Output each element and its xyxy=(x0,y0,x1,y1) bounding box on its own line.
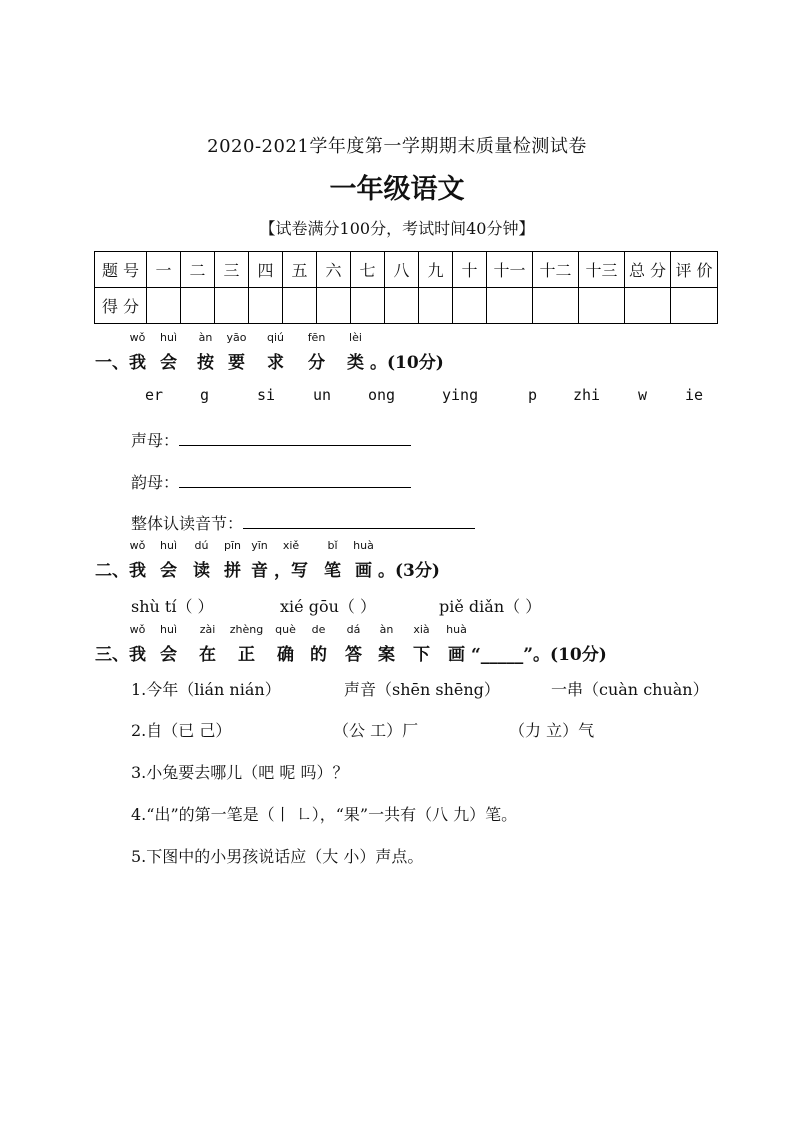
pinyin-annotation: dú xyxy=(194,539,209,552)
pinyin-char xyxy=(229,623,264,665)
hanzi-char: 会 xyxy=(160,353,177,373)
hanzi-char: 按 xyxy=(197,353,214,373)
hanzi-char: 画 xyxy=(448,645,465,665)
initials-blank[interactable] xyxy=(179,429,411,446)
pinyin-annotation: qiú xyxy=(266,331,285,344)
hanzi-char: 笔 xyxy=(324,561,341,581)
exam-info: 【试卷满分100分，考试时间40分钟】 xyxy=(259,219,535,238)
pinyin-char xyxy=(347,331,364,373)
hanzi-char: ，写 xyxy=(274,561,308,581)
pinyin-annotation: de xyxy=(311,623,326,636)
hanzi-char: 案 xyxy=(378,645,395,665)
hanzi-char: 要 xyxy=(228,353,245,373)
table-cell: 得 分 xyxy=(95,288,147,324)
pinyin-char xyxy=(446,623,467,665)
table-cell: 七 xyxy=(351,252,385,288)
pinyin-char xyxy=(129,539,146,581)
score-cell[interactable] xyxy=(147,288,181,324)
pinyin-annotation: àn xyxy=(198,331,213,344)
score-cell[interactable] xyxy=(181,288,215,324)
pinyin-annotation: huà xyxy=(446,623,467,636)
whole-syllable-answer-line xyxy=(131,511,475,534)
initials-label: 声母： xyxy=(131,431,180,450)
hanzi-char: 的 xyxy=(310,645,327,665)
section-1-title xyxy=(95,331,444,373)
syllable: ong xyxy=(368,386,396,404)
table-cell: 十一 xyxy=(487,252,533,288)
question-4-text-b: ），“果”一共有（八 九）笔。 xyxy=(311,805,518,824)
pinyin-annotation: wǒ xyxy=(129,331,146,344)
syllable: w xyxy=(638,386,648,404)
pinyin-annotation: bǐ xyxy=(327,539,338,552)
pinyin-char xyxy=(160,623,177,665)
table-cell: 六 xyxy=(317,252,351,288)
pinyin-char xyxy=(251,539,268,581)
question-4-text-a: 4.“出”的第一笔是（ xyxy=(131,805,275,824)
choice-item[interactable]: （公 工）厂 xyxy=(333,721,419,740)
hanzi-char: 在 xyxy=(199,645,216,665)
hanzi-char: 答 xyxy=(345,645,362,665)
table-cell: 三 xyxy=(215,252,249,288)
table-cell: 一 xyxy=(147,252,181,288)
pinyin-char xyxy=(324,539,341,581)
hanzi-char: 我 xyxy=(129,561,146,581)
hanzi-char: 分 xyxy=(308,353,325,373)
initials-answer-line xyxy=(131,428,411,451)
pinyin-char xyxy=(307,331,326,373)
pinyin-char xyxy=(193,539,210,581)
pinyin-char xyxy=(274,539,308,581)
stroke-item[interactable]: piě diǎn（ ） xyxy=(439,597,542,616)
pinyin-char xyxy=(353,539,374,581)
score-cell[interactable] xyxy=(419,288,453,324)
pinyin-annotation: què xyxy=(275,623,296,636)
pinyin-annotation: zài xyxy=(199,623,216,636)
pinyin-annotation: fēn xyxy=(307,331,326,344)
hanzi-char: 求 xyxy=(267,353,284,373)
section-number: 一、 xyxy=(95,353,129,373)
pinyin-char xyxy=(129,331,146,373)
table-cell: 八 xyxy=(385,252,419,288)
score-cell[interactable] xyxy=(215,288,249,324)
section-3-title xyxy=(95,623,607,665)
score-cell[interactable] xyxy=(351,288,385,324)
syllable: er xyxy=(145,386,164,404)
pinyin-annotation: pīn xyxy=(223,539,242,552)
table-cell: 二 xyxy=(181,252,215,288)
table-cell: 十 xyxy=(453,252,487,288)
score-cell[interactable] xyxy=(579,288,625,324)
table-cell: 十三 xyxy=(579,252,625,288)
syllable: si xyxy=(257,386,276,404)
syllable: zhi xyxy=(573,386,601,404)
syllable: ying xyxy=(442,386,479,404)
pinyin-annotation: xiě xyxy=(282,539,300,552)
score-cell[interactable] xyxy=(385,288,419,324)
hanzi-char: 正 xyxy=(238,645,255,665)
pinyin-char xyxy=(160,539,177,581)
finals-label: 韵母： xyxy=(131,473,180,492)
score-cell[interactable] xyxy=(533,288,579,324)
score-cell[interactable] xyxy=(453,288,487,324)
hanzi-char: 会 xyxy=(160,561,177,581)
whole-syllable-blank[interactable] xyxy=(243,512,475,529)
pinyin-char xyxy=(129,623,146,665)
finals-blank[interactable] xyxy=(179,471,411,488)
pinyin-annotation: wǒ xyxy=(129,623,146,636)
finals-answer-line xyxy=(131,470,411,493)
hanzi-char: 下 xyxy=(413,645,430,665)
choice-item[interactable]: 声音（shēn shēng） xyxy=(344,680,500,699)
syllable: ie xyxy=(685,386,704,404)
hanzi-char: 画 xyxy=(355,561,372,581)
hanzi-char: 拼 xyxy=(224,561,241,581)
choice-item[interactable]: 一串（cuàn chuàn） xyxy=(551,680,709,699)
pinyin-char xyxy=(378,623,395,665)
score-table-score-row xyxy=(95,288,718,324)
score-cell[interactable] xyxy=(249,288,283,324)
hanzi-char: 读 xyxy=(193,561,210,581)
pinyin-annotation: huì xyxy=(160,623,177,636)
hanzi-char: 类 xyxy=(347,353,364,373)
pinyin-char xyxy=(275,623,296,665)
choice-item[interactable]: 1.今年（lián nián） xyxy=(131,680,281,699)
table-cell: 四 xyxy=(249,252,283,288)
hanzi-char: 我 xyxy=(129,353,146,373)
syllable: g xyxy=(200,386,210,404)
pinyin-char xyxy=(226,331,247,373)
syllable: p xyxy=(528,386,538,404)
section-tail: 。(3分) xyxy=(378,561,440,581)
pinyin-char xyxy=(223,539,242,581)
score-table-header-row xyxy=(95,252,718,288)
section-2-title xyxy=(95,539,440,581)
hanzi-char: 我 xyxy=(129,645,146,665)
pinyin-annotation: yīn xyxy=(251,539,268,552)
pinyin-annotation: xià xyxy=(413,623,430,636)
section-number: 二、 xyxy=(95,561,129,581)
question-4[interactable] xyxy=(131,802,517,825)
section-number: 三、 xyxy=(95,645,129,665)
score-cell[interactable] xyxy=(487,288,533,324)
choice-item[interactable]: （力 立）气 xyxy=(509,721,595,740)
question-5[interactable]: 5.下图中的小男孩说话应（大 小）声点。 xyxy=(131,847,424,866)
exam-title: 2020-2021学年度第一学期期末质量检测试卷 xyxy=(207,136,587,157)
pinyin-annotation: huì xyxy=(160,539,177,552)
hanzi-char: 会 xyxy=(160,645,177,665)
choice-item[interactable]: 2.自（已 己） xyxy=(131,721,232,740)
stroke-item[interactable]: shù tí（ ） xyxy=(131,597,214,616)
pinyin-char xyxy=(197,331,214,373)
table-cell: 总 分 xyxy=(625,252,671,288)
whole-syllable-label: 整体认读音节： xyxy=(131,514,244,533)
score-cell[interactable] xyxy=(625,288,671,324)
stroke-symbols: 丨 ㇗ xyxy=(274,805,312,824)
pinyin-annotation: lèi xyxy=(349,331,362,344)
score-cell[interactable] xyxy=(283,288,317,324)
pinyin-annotation: wǒ xyxy=(129,539,146,552)
pinyin-char xyxy=(413,623,430,665)
subject-title: 一年级语文 xyxy=(329,174,465,205)
table-cell: 题 号 xyxy=(95,252,147,288)
score-table xyxy=(94,251,718,324)
pinyin-annotation: zhèng xyxy=(229,623,264,636)
table-cell: 九 xyxy=(419,252,453,288)
table-cell: 评 价 xyxy=(671,252,718,288)
section-tail: 。(10分) xyxy=(370,353,444,373)
pinyin-annotation: àn xyxy=(379,623,394,636)
pinyin-annotation: dá xyxy=(346,623,361,636)
table-cell: 五 xyxy=(283,252,317,288)
section-tail: “_____”。(10分) xyxy=(471,645,607,665)
pinyin-annotation: huà xyxy=(353,539,374,552)
pinyin-char xyxy=(199,623,216,665)
question-3[interactable]: 3.小兔要去哪儿（吧 呢 吗）？ xyxy=(131,763,349,782)
syllable: un xyxy=(313,386,332,404)
score-cell[interactable] xyxy=(317,288,351,324)
pinyin-char xyxy=(310,623,327,665)
hanzi-char: 确 xyxy=(277,645,294,665)
score-cell[interactable] xyxy=(671,288,718,324)
pinyin-char xyxy=(345,623,362,665)
stroke-item[interactable]: xié gōu（ ） xyxy=(280,597,376,616)
pinyin-char xyxy=(266,331,285,373)
pinyin-annotation: yāo xyxy=(226,331,247,344)
hanzi-char: 音 xyxy=(251,561,268,581)
table-cell: 十二 xyxy=(533,252,579,288)
pinyin-char xyxy=(160,331,177,373)
pinyin-annotation: huì xyxy=(160,331,177,344)
